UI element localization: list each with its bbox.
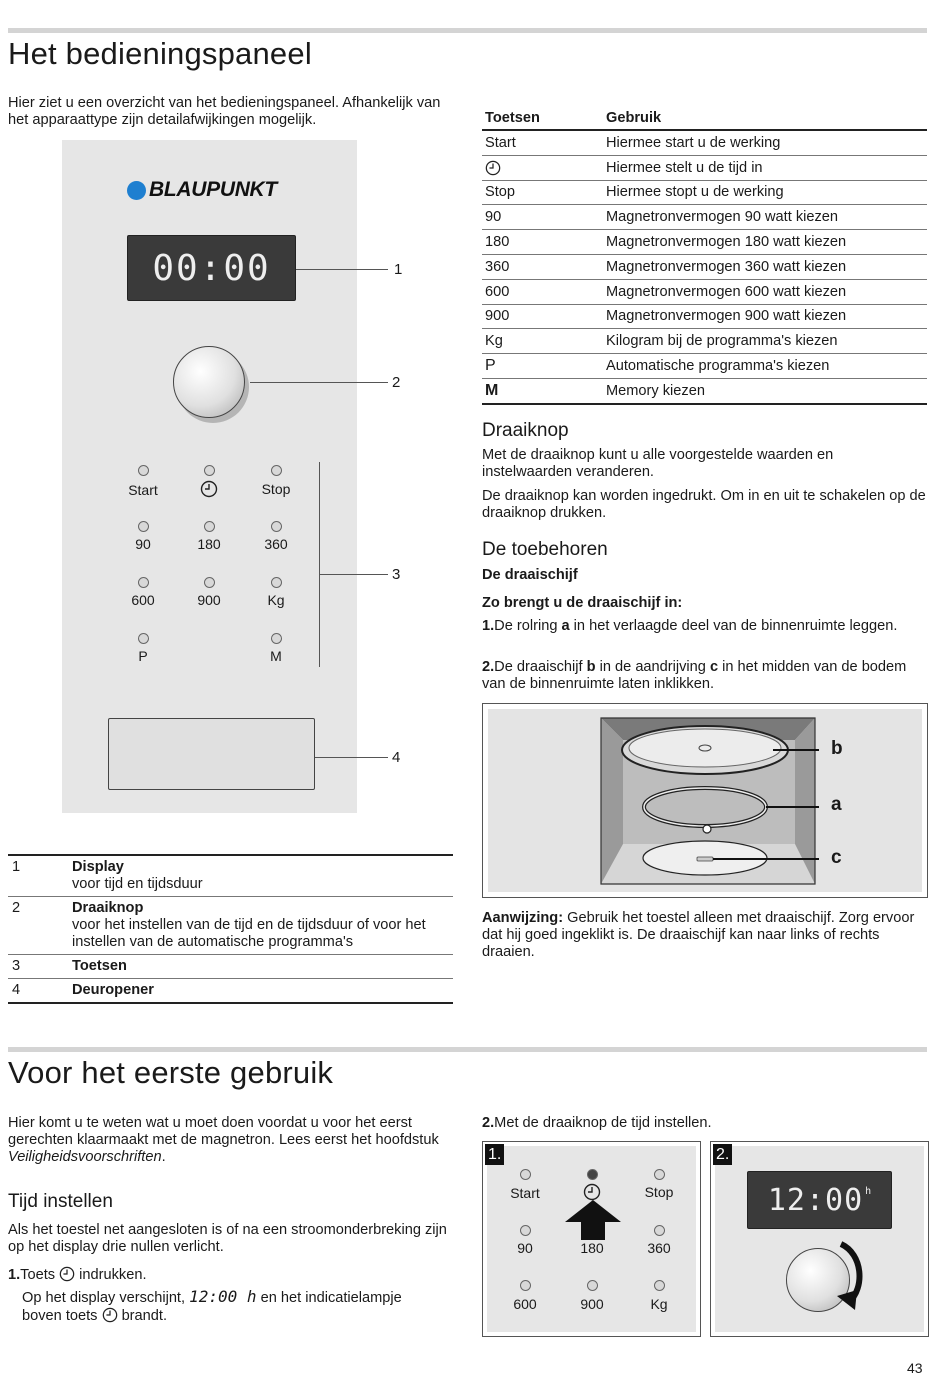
legend-desc: voor tijd en tijdsduur: [72, 876, 203, 892]
callout-4: 4: [392, 749, 401, 766]
key-kg[interactable]: Kg: [267, 592, 285, 608]
led-600: [520, 1280, 531, 1291]
tijd-p1: Als het toestel net aangesloten is of na een stroomonderbreking zijn op het display drie nullen verlicht.: [8, 1222, 447, 1255]
led-90: [138, 521, 149, 532]
table-row: 600 Magnetronvermogen 600 watt kiezen: [482, 279, 927, 304]
intro-text: Hier ziet u een overzicht van het bedieningspaneel. Afhankelijk van het apparaattype zijn detailafwijkingen mogelijk.: [8, 95, 441, 128]
door-opener[interactable]: [108, 718, 315, 790]
legend-title: Display: [72, 859, 124, 875]
key-start[interactable]: Start: [128, 482, 158, 498]
keys-table: [482, 107, 927, 405]
led-360: [654, 1225, 665, 1236]
section-rule-top-2: [8, 1047, 927, 1052]
key-bracket: [319, 462, 320, 667]
header-gebruik: Gebruik: [603, 107, 927, 130]
label-c: c: [831, 847, 842, 868]
led-360: [271, 521, 282, 532]
legend-title: Deuropener: [72, 982, 154, 998]
heading-tijd-instellen: Tijd instellen: [8, 1191, 113, 1212]
clock-icon: [59, 1266, 75, 1282]
section-rule-top: [8, 28, 927, 33]
howto-heading: Zo brengt u de draaischijf in:: [482, 595, 683, 611]
figure-1: [482, 1141, 701, 1337]
led-stop: [271, 465, 282, 476]
callout-2: 2: [392, 374, 401, 391]
legend-row: [8, 855, 453, 897]
led-clock: [204, 465, 215, 476]
section2-intro: Hier komt u te weten wat u moet doen voordat u voor het eerst gerechten klaarmaakt met de magnetron. Lees eerst het hoofdstuk Veiligheidsvoorschriften.: [8, 1115, 439, 1165]
key-600[interactable]: 600: [131, 592, 155, 608]
header-toetsen: Toetsen: [482, 107, 603, 130]
brand-logo: [127, 178, 277, 202]
led-stop: [654, 1169, 665, 1180]
turntable-illustration: [482, 703, 928, 898]
key-360[interactable]: 360: [264, 536, 288, 552]
table-row: Stop Hiermee stopt u de werking: [482, 180, 927, 205]
key-180[interactable]: 180: [197, 536, 221, 552]
legend-row: [8, 979, 453, 1004]
key-90[interactable]: 90: [517, 1240, 533, 1256]
table-row: 180 Magnetronvermogen 180 watt kiezen: [482, 230, 927, 255]
callout-3: 3: [392, 566, 401, 583]
callout-line-4: [315, 757, 388, 758]
tijd-step-1: 1.Toets indrukken.: [8, 1267, 147, 1283]
key-stop[interactable]: Stop: [261, 481, 291, 497]
table-row: 900 Magnetronvermogen 900 watt kiezen: [482, 304, 927, 329]
section2-title: Voor het eerste gebruik: [8, 1055, 334, 1090]
callout-1: 1: [394, 261, 403, 278]
key-kg[interactable]: Kg: [650, 1296, 668, 1312]
legend-title: Draaiknop: [72, 900, 144, 916]
display-screen: [127, 235, 296, 301]
heading-toebehoren: De toebehoren: [482, 539, 608, 560]
led-p: [138, 633, 149, 644]
callout-line-1: [296, 269, 388, 270]
legend-num: 2: [8, 897, 68, 955]
rotate-arrow-icon: [829, 1238, 869, 1312]
display-readout: 12:00: [767, 1182, 864, 1218]
tijd-step-2: 2.Met de draaiknop de tijd instellen.: [482, 1115, 712, 1131]
clock-icon: [200, 480, 218, 498]
brand-name: BLAUPUNKT: [149, 178, 277, 201]
label-a: a: [831, 794, 842, 815]
display-h: h: [865, 1185, 872, 1197]
key-900[interactable]: 900: [580, 1296, 604, 1312]
toebehoren-step-1: 1.De rolring a in het verlaagde deel van de binnenruimte leggen.: [482, 618, 898, 634]
legend-num: 4: [8, 979, 68, 1004]
legend-num: 3: [8, 955, 68, 979]
draaiknop-p2: De draaiknop kan worden ingedrukt. Om in en uit te schakelen op de draaiknop drukken.: [482, 488, 926, 521]
brand-dot-icon: [127, 181, 146, 200]
led-start: [520, 1169, 531, 1180]
display-readout: 00:00: [152, 247, 271, 289]
key-180[interactable]: 180: [580, 1240, 604, 1256]
led-900: [587, 1280, 598, 1291]
table-row: P Automatische programma's kiezen: [482, 354, 927, 379]
turntable-drawing: [483, 704, 927, 897]
draaiknop-p1: Met de draaiknop kunt u alle voorgestelde waarden en instelwaarden veranderen.: [482, 447, 834, 480]
heading-draaiknop: Draaiknop: [482, 420, 569, 441]
note-text: Aanwijzing: Gebruik het toestel alleen met draaischijf. Zorg ervoor dat hij goed ingeklikt is. De draaischijf kan naar links of rechts draaien.: [482, 910, 915, 960]
key-900[interactable]: 900: [197, 592, 221, 608]
key-start[interactable]: Start: [510, 1185, 540, 1201]
led-600: [138, 577, 149, 588]
tijd-step-1-detail-2: boven toets brandt.: [22, 1308, 168, 1324]
inline-display-readout: 12:00 h: [189, 1287, 257, 1306]
page-number: 43: [907, 1360, 923, 1376]
led-90: [520, 1225, 531, 1236]
led-start: [138, 465, 149, 476]
table-row: Kg Kilogram bij de programma's kiezen: [482, 329, 927, 354]
keys-table-header: [482, 107, 927, 130]
sub-draaischijf: De draaischijf: [482, 567, 578, 583]
control-panel-illustration: [62, 140, 357, 813]
key-p[interactable]: P: [138, 648, 148, 664]
figure-2-badge: 2.: [713, 1144, 732, 1165]
led-clock-lit: [587, 1169, 598, 1180]
led-kg: [654, 1280, 665, 1291]
figure-1-badge: 1.: [485, 1144, 504, 1165]
table-row: 90 Magnetronvermogen 90 watt kiezen: [482, 205, 927, 230]
table-row: M Memory kiezen: [482, 378, 927, 403]
key-600[interactable]: 600: [513, 1296, 537, 1312]
table-row: Hiermee stelt u de tijd in: [482, 155, 927, 180]
figure-2: [710, 1141, 929, 1337]
label-b: b: [831, 738, 843, 759]
legend-title: Toetsen: [72, 958, 127, 974]
legend-num: 1: [8, 855, 68, 897]
key-stop[interactable]: Stop: [644, 1184, 674, 1200]
rotary-knob[interactable]: [173, 346, 245, 418]
led-m: [271, 633, 282, 644]
led-900: [204, 577, 215, 588]
legend-row: [8, 955, 453, 979]
callout-line-2: [250, 382, 388, 383]
key-clock[interactable]: [200, 480, 218, 503]
key-360[interactable]: 360: [647, 1240, 671, 1256]
legend-desc: voor het instellen van de tijd en de tijdsduur of voor het instellen van de automatische programma's: [72, 917, 426, 950]
table-row: Start Hiermee start u de werking: [482, 130, 927, 155]
clock-icon: [485, 160, 501, 176]
key-m[interactable]: M: [270, 648, 282, 664]
press-arrow-icon: [565, 1200, 621, 1240]
tijd-step-1-detail: Op het display verschijnt, 12:00 h en het indicatielampje: [22, 1287, 402, 1306]
legend-table: [8, 854, 453, 1004]
table-row: 360 Magnetronvermogen 360 watt kiezen: [482, 254, 927, 279]
toebehoren-step-2: 2.De draaischijf b in de aandrijving c in het midden van de bodem van de binnenruimte laten inklikken.: [482, 659, 907, 692]
page-title: Het bedieningspaneel: [8, 36, 312, 71]
led-kg: [271, 577, 282, 588]
legend-row: [8, 897, 453, 955]
callout-line-3: [320, 574, 388, 575]
led-180: [204, 521, 215, 532]
display-screen: [747, 1171, 892, 1229]
clock-icon: [583, 1183, 601, 1201]
key-90[interactable]: 90: [135, 536, 151, 552]
clock-icon: [102, 1307, 118, 1323]
